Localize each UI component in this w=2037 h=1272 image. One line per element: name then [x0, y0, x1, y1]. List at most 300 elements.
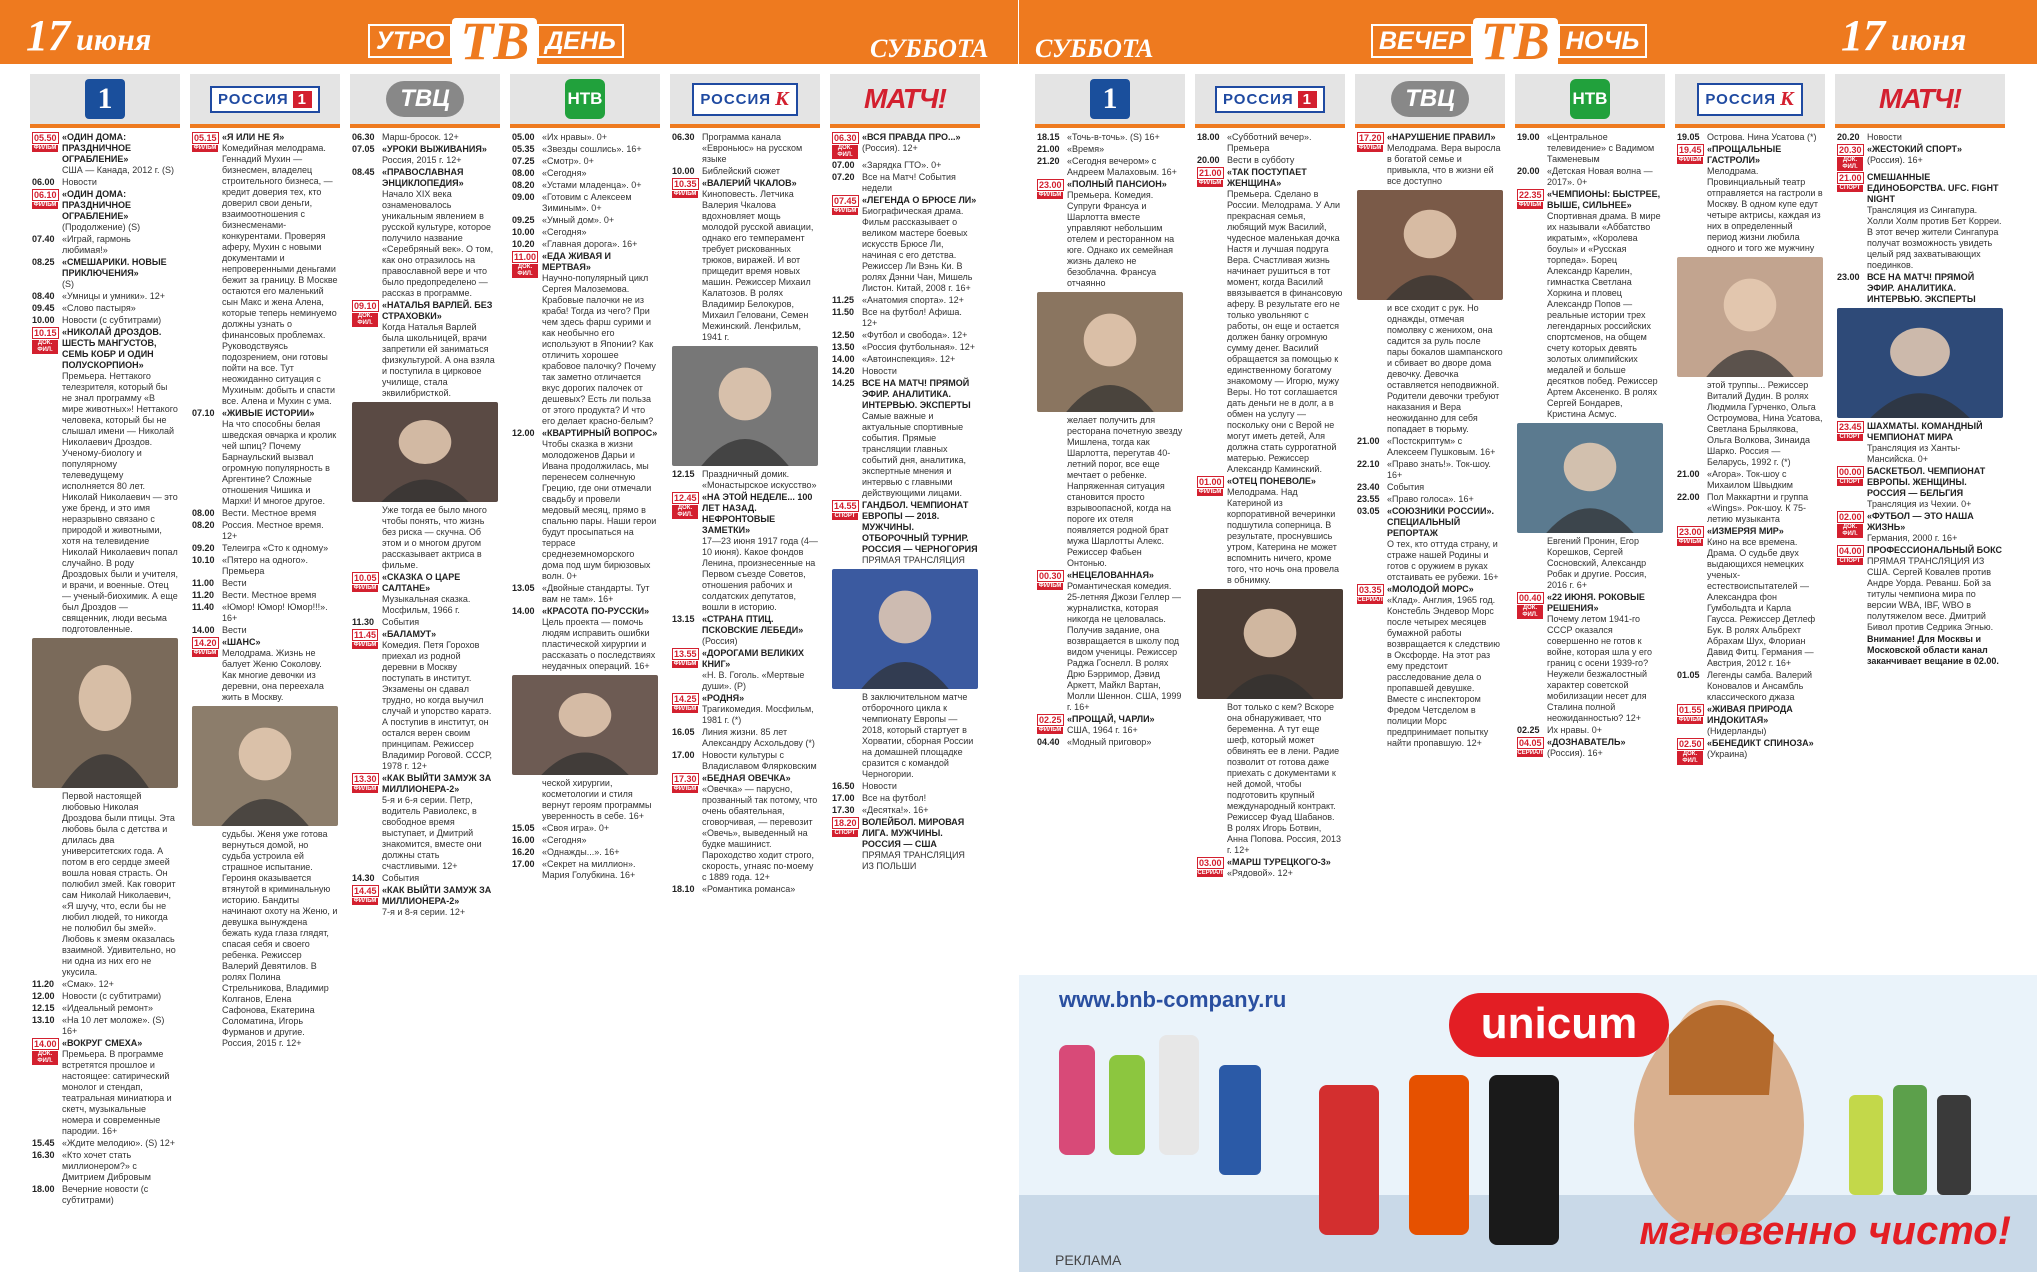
program-time: 06.00 [32, 177, 55, 187]
program-time: 11.25 [832, 295, 855, 305]
program-time: 22.35 [1519, 190, 1542, 200]
channel-column-russia1 [1195, 74, 1345, 974]
program-item [832, 500, 978, 566]
program-genre-tag: ДОК. ФИЛ. [1837, 524, 1863, 538]
day-logo-word: ДЕНЬ [537, 24, 623, 58]
program-time-cell [1357, 436, 1387, 458]
program-time-cell [512, 835, 542, 846]
program-item [32, 1150, 178, 1183]
ntv-logo: НТВ [1570, 79, 1610, 119]
program-body [862, 500, 978, 566]
program-title: «ВОКРУГ СМЕХА» [62, 1038, 143, 1048]
program-body [1547, 725, 1663, 736]
program-description: «Их нравы». 0+ [542, 132, 607, 142]
program-body [862, 354, 978, 365]
program-title: «22 ИЮНЯ. РОКОВЫЕ РЕШЕНИЯ» [1547, 592, 1645, 613]
program-item [32, 177, 178, 188]
program-time-cell [832, 342, 862, 353]
program-description: «Субботний вечер». Премьера [1227, 132, 1312, 153]
program-description: Вести. Местное время [222, 590, 317, 600]
program-time-cell [1837, 421, 1867, 465]
program-genre-tag: ДОК. ФИЛ. [832, 145, 858, 159]
program-time-cell [672, 727, 702, 749]
product-bottle-icon [1059, 1045, 1095, 1155]
program-item [32, 315, 178, 326]
program-body [1387, 436, 1503, 458]
program-description: Уже тогда ее было много чтобы понять, что жизнь без риска — скучна. Об этом и о многом другом рассказывает актриса в фильме. [382, 505, 487, 570]
channel-logo-text: РОССИЯ [1222, 90, 1294, 108]
channel-column-perviy [1035, 74, 1185, 974]
program-description: Новости [862, 781, 897, 791]
program-time-cell [1837, 634, 1867, 667]
program-time: 12.15 [672, 469, 695, 479]
program-title: «КВАРТИРНЫЙ ВОПРОС» [542, 428, 658, 438]
program-genre-tag: ДОК. ФИЛ. [1837, 157, 1863, 171]
program-body [702, 750, 818, 772]
program-time-cell [192, 829, 222, 1049]
program-title: «СКАЗКА О ЦАРЕ САЛТАНЕ» [382, 572, 461, 593]
program-time-cell [352, 132, 382, 143]
program-body [1547, 737, 1663, 759]
program-description: Германия, 2000 г. 16+ [1867, 533, 1958, 543]
program-body [62, 791, 178, 978]
program-description: Марш-бросок. 12+ [382, 132, 459, 142]
channel-header [30, 74, 180, 128]
program-title: «КАК ВЫЙТИ ЗАМУЖ ЗА МИЛЛИОНЕРА-2» [382, 773, 492, 794]
program-body [382, 505, 498, 571]
program-time-cell [192, 520, 222, 542]
program-description: Мелодрама. Провинциальный театр отправляется на гастроли в Москву. В одном купе едут четыре актрисы, каждая из них в определенный период жизни любила одного и того же мужчину [1707, 166, 1823, 253]
program-title: «ЕДА ЖИВАЯ И МЕРТВАЯ» [542, 251, 612, 272]
program-description: (Россия). 16+ [1547, 748, 1603, 758]
program-body [1387, 459, 1503, 481]
program-description: «Время» [1067, 144, 1105, 154]
program-time-cell [32, 979, 62, 990]
program-description: «Центральное телевидение» с Вадимом Такменевым [1547, 132, 1655, 164]
program-description: «На 10 лет моложе». (S) 16+ [62, 1015, 165, 1036]
channel-column-russia1 [190, 74, 340, 1246]
russia-1-logo [210, 86, 320, 113]
program-time: 11.20 [192, 590, 215, 600]
program-time: 10.00 [32, 315, 55, 325]
program-time: 17.00 [672, 750, 695, 760]
program-description: «Умницы и умники». 12+ [62, 291, 165, 301]
program-description: (Украина) [1707, 749, 1748, 759]
evening-logo-word: ВЕЧЕР [1371, 24, 1473, 58]
program-body [62, 1150, 178, 1183]
program-body [542, 835, 658, 846]
program-time: 17.30 [674, 774, 697, 784]
program-time: 07.10 [192, 408, 215, 418]
program-photo [1517, 423, 1663, 533]
program-genre-tag: ДОК. ФИЛ. [1517, 605, 1543, 619]
program-time-cell [32, 327, 62, 635]
program-time-cell [512, 823, 542, 834]
program-description: 5-я и 6-я серии. Петр, водитель Равиолекс, в свободное время выступает, и Дмитрий знакомится, вместе они должны стать счастливыми. 12+ [382, 795, 482, 871]
program-time: 08.20 [192, 520, 215, 530]
program-time-cell [32, 1015, 62, 1037]
program-item [1197, 155, 1343, 166]
program-title: «ШАНС» [222, 637, 261, 647]
program-title: ВСЕ НА МАТЧ! ПРЯМОЙ ЭФИР. АНАЛИТИКА. ИНТЕРВЬЮ. ЭКСПЕРТЫ [862, 378, 971, 410]
program-body [542, 156, 658, 167]
program-item [1677, 704, 1823, 737]
program-description: «Сегодня вечером» с Андреем Малаховым. 16+ [1067, 156, 1177, 177]
program-body [702, 469, 818, 491]
program-time: 08.25 [32, 257, 55, 267]
product-bottle-icon [1937, 1095, 1971, 1195]
program-description: Новости [862, 366, 897, 376]
program-item [1357, 584, 1503, 749]
program-item [1037, 179, 1183, 289]
program-body [1547, 132, 1663, 165]
photo-placeholder-icon [352, 402, 498, 502]
program-time-cell [832, 805, 862, 816]
program-time: 18.00 [32, 1184, 55, 1194]
program-body [1387, 303, 1503, 435]
program-item [192, 637, 338, 703]
program-body [542, 192, 658, 214]
program-body [1547, 536, 1663, 591]
program-description: «Н. В. Гоголь. «Мертвые души». (Р) [702, 670, 805, 691]
photo-placeholder-icon [1677, 257, 1823, 377]
program-item [32, 234, 178, 256]
program-time: 10.10 [192, 555, 215, 565]
program-item [1677, 132, 1823, 143]
program-genre-tag: СПОРТ [1837, 434, 1863, 441]
program-body [1067, 179, 1183, 289]
program-list [350, 128, 500, 918]
program-item [192, 520, 338, 542]
program-description: Вечерние новости (с субтитрами) [62, 1184, 149, 1205]
program-time-cell [352, 629, 382, 772]
right-date-number: 17 [1841, 11, 1885, 60]
program-description: Самые важные и актуальные спортивные события. Прямые трансляции главных событий дня, аналитика, экспертные мнения и интервью с главными действующими лицами. [862, 411, 967, 498]
program-body [1867, 144, 2003, 171]
program-time: 13.50 [832, 342, 855, 352]
program-time-cell [1197, 702, 1227, 856]
program-item [32, 791, 178, 978]
program-item [32, 303, 178, 314]
program-body [542, 215, 658, 226]
program-title: «СТРАНА ПТИЦ. ПСКОВСКИЕ ЛЕБЕДИ» [702, 614, 804, 635]
program-time: 12.00 [512, 428, 535, 438]
program-time: 18.10 [672, 884, 695, 894]
program-list [190, 128, 340, 1049]
program-description: Трагикомедия. Мосфильм, 1981 г. (*) [702, 704, 814, 725]
program-body [1067, 132, 1183, 143]
program-time-cell [1357, 494, 1387, 505]
program-item [512, 583, 658, 605]
program-description: Премьера. В программе встретятся прошлое и настоящее: сатирический монолог и стендап, театральная миниатюра и скетч, музыкальные номера и современные пародии. 16+ [62, 1049, 172, 1136]
program-time: 11.40 [192, 602, 215, 612]
program-description: Премьера. Неттакого телезрителя, который бы не знал программу «В мире животных»! Неттакого человека, который бы не слышал имени — Николай Николаевич Дроздов. Ученому-биологу и популярному телеведущему исполняется 80 лет. Николай Николаевич — это уже бренд, и это имя неразрывно связано с природой и животными, хотя на телевидение Николай Николаевич попал случайно. В роду Дроздовых были и учителя, и врачи, и военные. Отец — ученый-биохимик. А еще был Дроздов — священник, люди весьма подготовленные. [62, 371, 178, 634]
program-time-cell [1677, 704, 1707, 737]
program-description: «Главная дорога». 16+ [542, 239, 638, 249]
program-time-cell [352, 873, 382, 884]
program-genre-tag: СПОРТ [1837, 558, 1863, 565]
program-time: 14.00 [832, 354, 855, 364]
program-genre-tag: ФИЛЬМ [1038, 583, 1062, 589]
program-time: 21.00 [1839, 173, 1862, 183]
program-body [702, 884, 818, 895]
program-time-cell [1837, 511, 1867, 544]
program-time: 23.40 [1357, 482, 1380, 492]
program-item [352, 144, 498, 166]
program-time: 05.50 [34, 133, 57, 143]
program-time-cell [1037, 179, 1067, 289]
program-list [1675, 128, 1825, 765]
program-item [512, 823, 658, 834]
program-time: 01.05 [1677, 670, 1700, 680]
program-time-cell [832, 817, 862, 872]
program-body [1387, 506, 1503, 583]
program-time: 05.15 [194, 133, 217, 143]
program-item [1037, 144, 1183, 155]
program-time: 19.05 [1677, 132, 1700, 142]
program-time: 17.20 [1359, 133, 1382, 143]
program-title: «КАК ВЫЙТИ ЗАМУЖ ЗА МИЛЛИОНЕРА-2» [382, 885, 492, 906]
program-description: Евгений Пронин, Егор Корешков, Сергей Сосновский, Александр Робак и другие. Россия, 2016 г. 6+ [1547, 536, 1647, 590]
program-genre-tag: ДОК. ФИЛ. [32, 340, 58, 354]
evening-tv-logo [1371, 11, 1647, 71]
program-time-cell [32, 257, 62, 290]
program-description: «Устами младенца». 0+ [542, 180, 642, 190]
program-body [702, 648, 818, 692]
program-item [672, 178, 818, 343]
program-time: 08.00 [512, 168, 535, 178]
program-photo [512, 675, 658, 775]
program-time: 09.10 [354, 301, 377, 311]
program-time: 15.45 [32, 1138, 55, 1148]
program-title: «ВСЯ ПРАВДА ПРО...» [862, 132, 961, 142]
program-item [512, 251, 658, 427]
product-spray-icon [1489, 1075, 1559, 1245]
program-body [62, 1003, 178, 1014]
program-time-cell [512, 778, 542, 822]
program-time-cell [1677, 526, 1707, 669]
program-body [1547, 189, 1663, 420]
program-body [542, 132, 658, 143]
program-item [352, 873, 498, 884]
program-item [1037, 415, 1183, 569]
left-header-bar [0, 0, 1018, 71]
program-body [702, 773, 818, 883]
program-title: «ИЗМЕРЯЯ МИР» [1707, 526, 1784, 536]
program-item [832, 160, 978, 171]
program-description: «Постскриптум» с Алексеем Пушковым. 16+ [1387, 436, 1496, 457]
channel-logo-number: 1 [1298, 91, 1317, 108]
program-item [672, 132, 818, 165]
program-body [222, 543, 338, 554]
program-time-cell [832, 692, 862, 780]
program-time: 23.45 [1839, 422, 1862, 432]
program-time: 05.00 [512, 132, 535, 142]
channel-column-ntv [1515, 74, 1665, 974]
program-description: и все сходит с рук. Но однажды, отмечая помолвку с женихом, она садится за руль после пары бокалов шампанского и сбивает во дворе дома девочку. Девочка оставляется неподвижной. Родители девочки требуют наказания и Вера неожиданно для себя попадает в тюрьму. [1387, 303, 1503, 434]
program-time: 00.00 [1839, 467, 1862, 477]
program-body [542, 823, 658, 834]
program-item [832, 378, 978, 499]
program-item [32, 1003, 178, 1014]
program-body [862, 817, 978, 872]
program-body [702, 727, 818, 749]
program-item [1357, 303, 1503, 435]
program-time-cell [1837, 545, 1867, 633]
program-item [1837, 511, 2003, 544]
program-item [1517, 725, 1663, 736]
program-time-cell [1357, 506, 1387, 583]
program-time-cell [352, 885, 382, 918]
program-body [1707, 469, 1823, 491]
program-time-cell [1357, 303, 1387, 435]
program-item [1837, 132, 2003, 143]
program-body [862, 307, 978, 329]
program-body [1387, 482, 1503, 493]
program-item [672, 693, 818, 726]
program-time-cell [192, 508, 222, 519]
program-description: США, 1964 г. 16+ [1067, 725, 1138, 735]
program-item [352, 629, 498, 772]
program-body [382, 132, 498, 143]
program-body [862, 781, 978, 792]
program-time: 02.25 [1517, 725, 1540, 735]
program-body [1867, 421, 2003, 465]
program-description: Россия, 2015 г. 12+ [382, 155, 462, 165]
program-description: Программа канала «Евроньюс» на русском языке [702, 132, 803, 164]
program-body [1867, 634, 2003, 667]
program-item [512, 192, 658, 214]
program-genre-tag: ФИЛЬМ [353, 786, 377, 792]
program-time: 20.20 [1837, 132, 1860, 142]
program-item [832, 330, 978, 341]
channel-column-ntv [510, 74, 660, 1246]
program-time: 14.25 [832, 378, 855, 388]
program-list [830, 128, 980, 872]
program-body [1387, 132, 1503, 187]
program-time-cell [512, 132, 542, 143]
program-time-cell [1517, 189, 1547, 420]
program-item [192, 590, 338, 601]
program-body [862, 132, 978, 159]
program-description: Новости [62, 177, 97, 187]
program-time-cell [512, 239, 542, 250]
program-time-cell [672, 469, 702, 491]
program-title: «НАТАЛЬЯ ВАРЛЕЙ. БЕЗ СТРАХОВКИ» [382, 300, 493, 321]
program-item [1197, 857, 1343, 879]
program-description: Мелодрама. Над Катериной из корпоративной вечеринки подшутила соперница. В результате, проснувшись утром, Катерина не может вспомнить ничего, кроме того, что ночь она провела в обнимку. [1227, 487, 1339, 585]
program-time: 23.00 [1837, 272, 1860, 282]
photo-placeholder-icon [512, 675, 658, 775]
program-item [1677, 380, 1823, 468]
program-item [1517, 189, 1663, 420]
program-time-cell [1357, 132, 1387, 187]
program-time-cell [512, 180, 542, 191]
program-description: «Сегодня» [542, 227, 587, 237]
program-body [862, 160, 978, 171]
program-description: Почему летом 1941-го СССР оказался совершенно не готов к войне, которая шла у его границ с осени 1939-го? Неужели безжалостный характер советской мобилизации несет для Сталина полной неожиданностью? 12+ [1547, 614, 1653, 723]
channel-header [190, 74, 340, 128]
program-description: Все на футбол! [862, 793, 927, 803]
program-time: 02.50 [1679, 739, 1702, 749]
program-time: 20.30 [1839, 145, 1862, 155]
program-description: Трансляция из Сингапура. Холли Холм против Бет Корреи. В этот вечер жители Сингапура получат возможность увидеть целый ряд захватывающих поединков. [1867, 205, 2002, 270]
program-title: «БАЛАМУТ» [382, 629, 437, 639]
program-time-cell [832, 172, 862, 194]
program-time-cell [1197, 167, 1227, 475]
program-description: Острова. Нина Усатова (*) [1707, 132, 1817, 142]
program-time: 16.05 [672, 727, 695, 737]
program-description: Мелодрама. Вера выросла в богатой семье и привыкла, что в жизни ей все доступно [1387, 143, 1501, 186]
program-description: «Умный дом». 0+ [542, 215, 615, 225]
program-photo [1357, 190, 1503, 300]
program-time: 06.30 [834, 133, 857, 143]
program-body [702, 166, 818, 177]
program-time-cell [192, 637, 222, 703]
channel-logo-number: 1 [293, 91, 312, 108]
program-item [672, 773, 818, 883]
program-body [222, 555, 338, 577]
channel-column-tvc [1355, 74, 1505, 974]
program-body [1227, 476, 1343, 586]
program-genre-tag: ФИЛЬМ [673, 786, 697, 792]
program-description: События [382, 873, 420, 883]
program-time-cell [1037, 415, 1067, 569]
program-time: 08.00 [192, 508, 215, 518]
channel-column-perviy [30, 74, 180, 1246]
program-item [1677, 526, 1823, 669]
program-description: «Готовим с Алексеем Зиминым». 0+ [542, 192, 632, 213]
program-genre-tag: ФИЛЬМ [1518, 202, 1542, 208]
program-item [192, 625, 338, 636]
program-item [192, 578, 338, 589]
ad-brand-logo: unicum [1449, 993, 1669, 1057]
program-body [382, 617, 498, 628]
program-title: «Я ИЛИ НЕ Я» [222, 132, 285, 142]
program-title: «СОЮЗНИКИ РОССИИ». СПЕЦИАЛЬНЫЙ РЕПОРТАЖ [1387, 506, 1494, 538]
program-item [512, 144, 658, 155]
program-time: 07.00 [832, 160, 855, 170]
program-description: ПРЯМАЯ ТРАНСЛЯЦИЯ ИЗ ПОЛЬШИ [862, 850, 965, 871]
program-description: 17—23 июня 1917 года (4—10 июня). Какое фондов Ленина, произнесенные на Первом съезде Советов, отношения рабочих и солдатских депутатов, вошли в историю. [702, 536, 818, 612]
ad-slogan: мгновенно чисто! [1639, 1209, 2011, 1253]
program-item [1517, 592, 1663, 724]
program-time: 09.00 [512, 192, 535, 202]
program-genre-tag: СЕРИАЛ [1197, 870, 1223, 876]
program-description: Телеигра «Сто к одному» [222, 543, 329, 553]
program-title: «БЕНЕДИКТ СПИНОЗА» [1707, 738, 1814, 748]
program-time: 22.10 [1357, 459, 1380, 469]
program-item [192, 132, 338, 407]
program-body [62, 1015, 178, 1037]
program-title: «ЖИВЫЕ ИСТОРИИ» [222, 408, 315, 418]
program-time-cell [1677, 670, 1707, 703]
program-description: Спортивная драма. В мире их называли «Аббатство икратым», «Королева боулы» и «Русская торпеда». Борец Александр Карелин, гимнастка Светлана Хоркина и пловец Александр Попов — реальные истории трех легендарных российских спортсменов, на общем счету которых девять золотых олимпийских медалей и больше десятков побед. Режиссер Артем Аксененко. В ролях Сергей Бондарев, Кристина Асмус. [1547, 211, 1661, 419]
program-body [62, 327, 178, 635]
program-time-cell [832, 378, 862, 499]
program-description: Новости культуры с Владиславом Флярковским [702, 750, 817, 771]
program-time: 13.55 [674, 649, 697, 659]
photo-placeholder-icon [1197, 589, 1343, 699]
program-time-cell [512, 156, 542, 167]
program-description: Романтическая комедия. 25-летняя Джози Геллер — журналистка, которая никогда не целовалась. Получив задание, она возвращается в школу под видом ученицы. Режиссер Раджа Госнелл. В ролях Дрю Бэрримор, Дэвид Аркетт, Майкл Вартан, Молли Шеннон. США, 1999 г. 16+ [1067, 581, 1182, 712]
program-body [1227, 167, 1343, 475]
program-item [512, 859, 658, 881]
program-time-cell [352, 572, 382, 616]
photo-placeholder-icon [1517, 423, 1663, 533]
program-item [1357, 494, 1503, 505]
program-genre-tag: СПОРТ [832, 513, 858, 520]
